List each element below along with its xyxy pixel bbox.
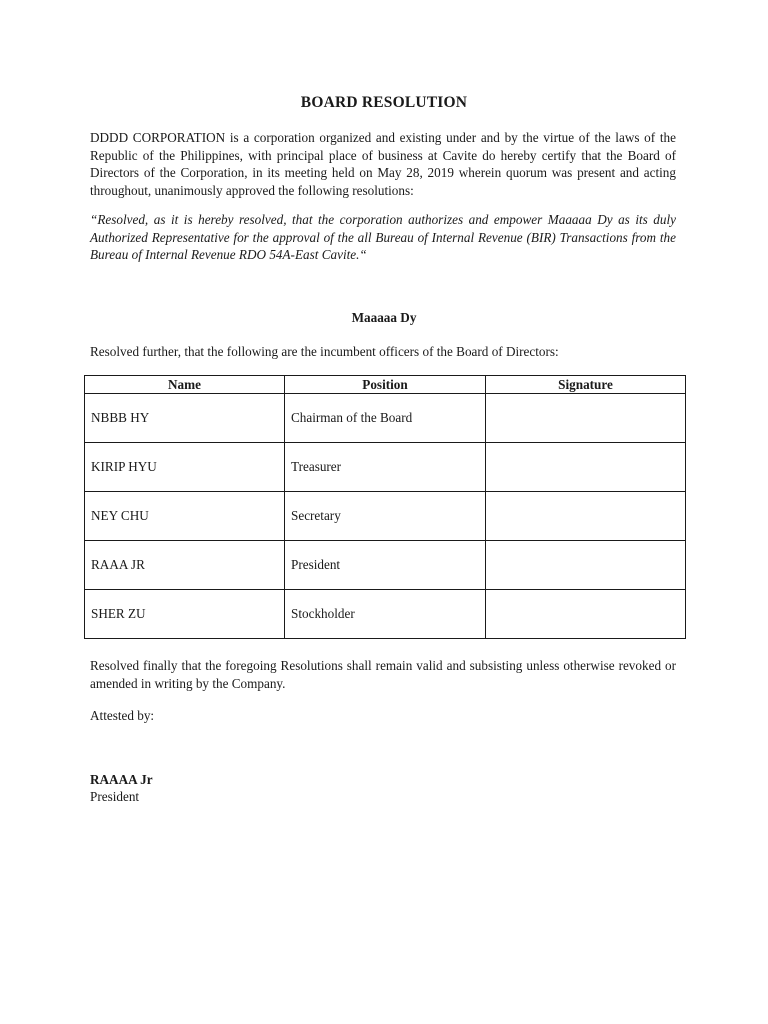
- table-row: [85, 443, 686, 492]
- officer-position: Treasurer: [285, 443, 486, 492]
- officers-table: [84, 375, 686, 639]
- table-row: [85, 590, 686, 639]
- table-row: [85, 394, 686, 443]
- header-signature: Signature: [486, 376, 686, 394]
- resolved-finally-paragraph: Resolved finally that the foregoing Resolutions shall remain valid and subsisting unless otherwise revoked or amended in writing by the Company.: [90, 658, 676, 691]
- table-row: [85, 541, 686, 590]
- officer-signature: [486, 590, 686, 639]
- officer-signature: [486, 394, 686, 443]
- officer-name: NBBB HY: [85, 394, 285, 443]
- officer-position: Stockholder: [285, 590, 486, 639]
- officer-signature: [486, 541, 686, 590]
- table-row: [85, 492, 686, 541]
- officer-signature: [486, 492, 686, 541]
- document-title: BOARD RESOLUTION: [300, 94, 468, 111]
- resolved-further-paragraph: Resolved further, that the following are the incumbent officers of the Board of Directors:: [90, 344, 559, 359]
- signer-title: President: [90, 789, 140, 804]
- representative-name: Maaaaa Dy: [351, 310, 417, 325]
- officer-name: SHER ZU: [85, 590, 285, 639]
- officer-position: Chairman of the Board: [285, 394, 486, 443]
- resolution-quote: “Resolved, as it is hereby resolved, that the corporation authorizes and empower Maaaaa Dy as its duly Authorized Representative for the approval of the all Bureau of Internal Revenue (BIR) Transactions from the Bureau of Internal Revenue RDO 54A-East Cavite.“: [90, 212, 676, 262]
- officer-position: Secretary: [285, 492, 486, 541]
- officer-position: President: [285, 541, 486, 590]
- attested-by-label: Attested by:: [90, 708, 155, 723]
- officer-name: RAAA JR: [85, 541, 285, 590]
- header-position: Position: [285, 376, 486, 394]
- officer-signature: [486, 443, 686, 492]
- header-name: Name: [85, 376, 285, 394]
- signer-name: RAAAA Jr: [90, 772, 153, 787]
- officer-name: NEY CHU: [85, 492, 285, 541]
- officers-table-header-row: [85, 376, 686, 394]
- intro-paragraph: DDDD CORPORATION is a corporation organized and existing under and by the virtue of the laws of the Republic of the Philippines, with principal place of business at Cavite do hereby certify that the Board of Directors of the Corporation, in its meeting held on May 28, 2019 wherein quorum was present and acting throughout, unanimously approved the following resolutions:: [90, 130, 676, 198]
- officer-name: KIRIP HYU: [85, 443, 285, 492]
